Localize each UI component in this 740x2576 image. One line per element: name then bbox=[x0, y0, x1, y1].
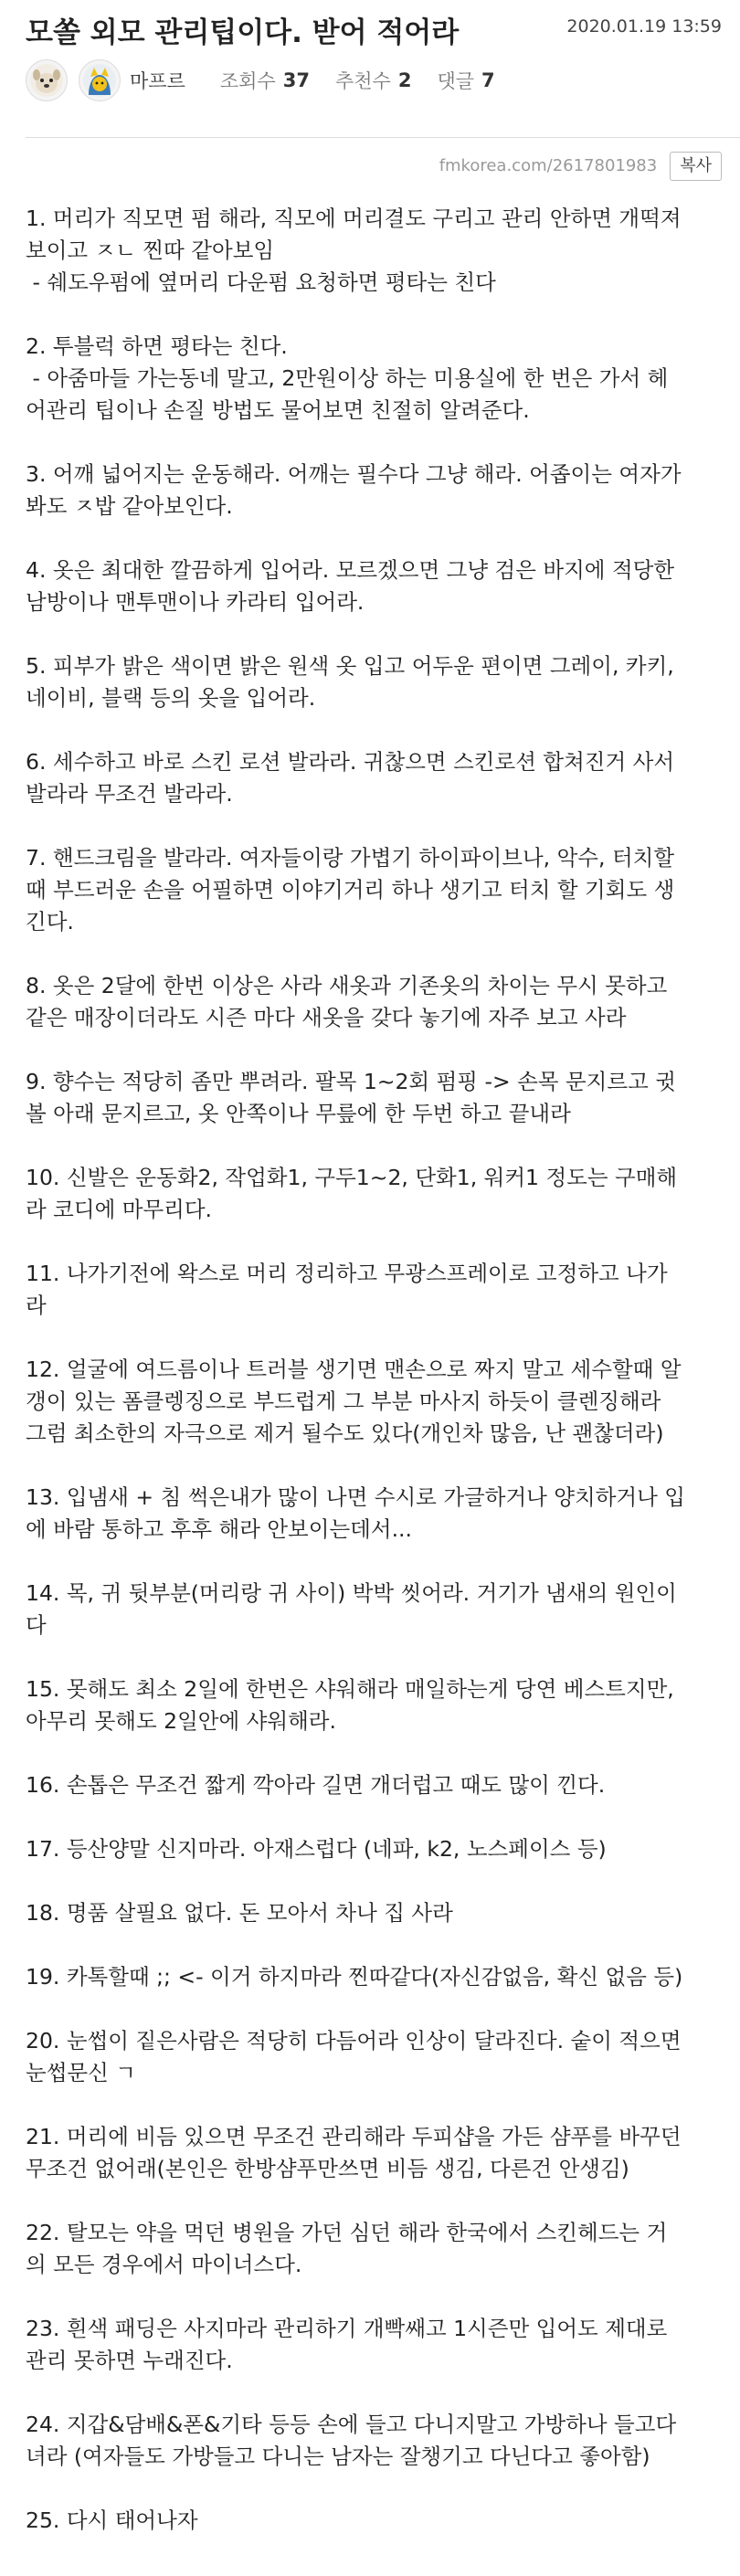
list-item: 23. 흰색 패딩은 사지마라 관리하기 개빡쌔고 1시즌만 입어도 제대로 관리 못하면 누래진다. bbox=[26, 2316, 668, 2373]
list-item: 21. 머리에 비듬 있으면 무조건 관리해라 두피샵을 가든 샴푸를 바꾸던 무조건 없어래(본인은 한방샴푸만쓰면 비듬 생김, 다른건 안생김) bbox=[26, 2124, 682, 2181]
list-item: 4. 옷은 최대한 깔끔하게 입어라. 모르겠으면 그냥 검은 바지에 적당한 남방이나 맨투맨이나 카라티 입어라. bbox=[26, 557, 675, 615]
user-level-icon bbox=[26, 59, 68, 101]
list-item: 11. 나가기전에 왁스로 머리 정리하고 무광스프레이로 고정하고 나가 라 bbox=[26, 1261, 668, 1318]
list-item: 17. 등산양말 신지마라. 아재스럽다 (네파, k2, 노스페이스 등) bbox=[26, 1836, 607, 1862]
list-item: 2. 투블럭 하면 평타는 친다. - 아줌마들 가는동네 말고, 2만원이상 하는 미용실에 한 번은 가서 헤 어관리 팁이나 손질 방법도 물어보면 친절히 알려준다. bbox=[26, 333, 669, 423]
author-name[interactable]: 마프르 bbox=[130, 70, 185, 92]
list-item: 7. 핸드크림을 발라라. 여자들이랑 가볍기 하이파이브나, 악수, 터치할 때 부드러운 손을 어필하면 이야기거리 하나 생기고 터치 할 기회도 생 긴다. bbox=[26, 845, 675, 934]
list-item: 12. 얼굴에 여드름이나 트러블 생기면 맨손으로 짜지 말고 세수할때 알 갱이 있는 폼클렝징으로 부드럽게 그 부분 마사지 하듯이 클렌징해라 그럼 최소한의 자극으로 제거 될수도 있다(개인차 많음, 난 괜찮더라) bbox=[26, 1357, 682, 1446]
copy-url-button[interactable]: 복사 bbox=[670, 152, 722, 181]
list-item: 15. 못해도 최소 2일에 한번은 샤워해라 매일하는게 당연 베스트지만, 아무리 못해도 2일안에 샤워해라. bbox=[26, 1676, 674, 1734]
list-item: 25. 다시 태어나자 bbox=[26, 2507, 198, 2533]
list-item: 19. 카톡할때 ;; <- 이거 하지마라 찐따같다(자신감없음, 확신 없음 등) bbox=[26, 1964, 683, 1990]
list-item: 8. 옷은 2달에 한번 이상은 사라 새옷과 기존옷의 차이는 무시 못하고 같은 매장이더라도 시즌 마다 새옷을 갖다 놓기에 자주 보고 사라 bbox=[26, 973, 668, 1030]
recommends-label: 추천수 bbox=[334, 70, 391, 92]
comments-label: 댓글 bbox=[437, 70, 475, 92]
post-url[interactable]: fmkorea.com/2617801983 bbox=[439, 156, 658, 176]
list-item: 16. 손톱은 무조건 짧게 깍아라 길면 개더럽고 때도 많이 낀다. bbox=[26, 1772, 606, 1798]
recommends-count: 2 bbox=[397, 69, 412, 91]
comments-count[interactable]: 7 bbox=[481, 69, 495, 91]
views-label: 조회수 bbox=[219, 70, 276, 92]
list-item: 10. 신발은 운동화2, 작업화1, 구두1~2, 단화1, 워커1 정도는 구매해 라 코디에 마무리다. bbox=[26, 1165, 678, 1222]
post-meta bbox=[26, 58, 521, 102]
list-item: 5. 피부가 밝은 색이면 밝은 원색 옷 입고 어두운 편이면 그레이, 카키, 네이비, 블랙 등의 옷을 입어라. bbox=[26, 653, 674, 711]
list-item: 14. 목, 귀 뒷부분(머리랑 귀 사이) 박박 씻어라. 거기가 냄새의 원인이 다 bbox=[26, 1580, 677, 1638]
header-divider bbox=[26, 137, 740, 138]
post-url-row bbox=[439, 152, 722, 181]
post-datetime: 2020.01.19 13:59 bbox=[566, 16, 722, 37]
post-body bbox=[26, 203, 729, 2569]
list-item: 24. 지갑&담배&폰&기타 등등 손에 들고 다니지말고 가방하나 들고다 녀라 (여자들도 가방들고 다니는 남자는 잘챙기고 다닌다고 좋아함) bbox=[26, 2412, 677, 2469]
list-item: 20. 눈썹이 짙은사람은 적당히 다듬어라 인상이 달라진다. 숱이 적으면 눈썹문신 ㄱ bbox=[26, 2028, 682, 2085]
list-item: 3. 어깨 넓어지는 운동해라. 어깨는 필수다 그냥 해라. 어좁이는 여자가 봐도 ㅈ밥 같아보인다. bbox=[26, 461, 682, 519]
list-item: 9. 향수는 적당히 좀만 뿌려라. 팔목 1~2회 펌핑 -> 손목 문지르고 귓 볼 아래 문지르고, 옷 안쪽이나 무릎에 한 두번 하고 끝내라 bbox=[26, 1069, 676, 1126]
post-header bbox=[0, 0, 740, 110]
avatar[interactable] bbox=[79, 59, 121, 101]
list-item: 18. 명품 살필요 없다. 돈 모아서 차나 집 사라 bbox=[26, 1900, 453, 1926]
list-item: 22. 탈모는 약을 먹던 병원을 가던 심던 해라 한국에서 스킨헤드는 거 의 모든 경우에서 마이너스다. bbox=[26, 2220, 668, 2277]
list-item: 13. 입냄새 + 침 썩은내가 많이 나면 수시로 가글하거나 양치하거나 입 에 바람 통하고 후후 해라 안보이는데서... bbox=[26, 1484, 685, 1542]
views-count: 37 bbox=[282, 69, 310, 91]
post-title: 모쏠 외모 관리팁이다. 받어 적어라 bbox=[26, 16, 460, 49]
list-item: 6. 세수하고 바로 스킨 로션 발라라. 귀찮으면 스킨로션 합쳐진거 사서 발라라 무조건 발라라. bbox=[26, 749, 675, 807]
list-item: 1. 머리가 직모면 펌 해라, 직모에 머리결도 구리고 관리 안하면 개떡져 보이고 ㅈㄴ 찐따 같아보임 - 쉐도우펌에 옆머리 다운펌 요청하면 평타는 친다 bbox=[26, 206, 682, 295]
